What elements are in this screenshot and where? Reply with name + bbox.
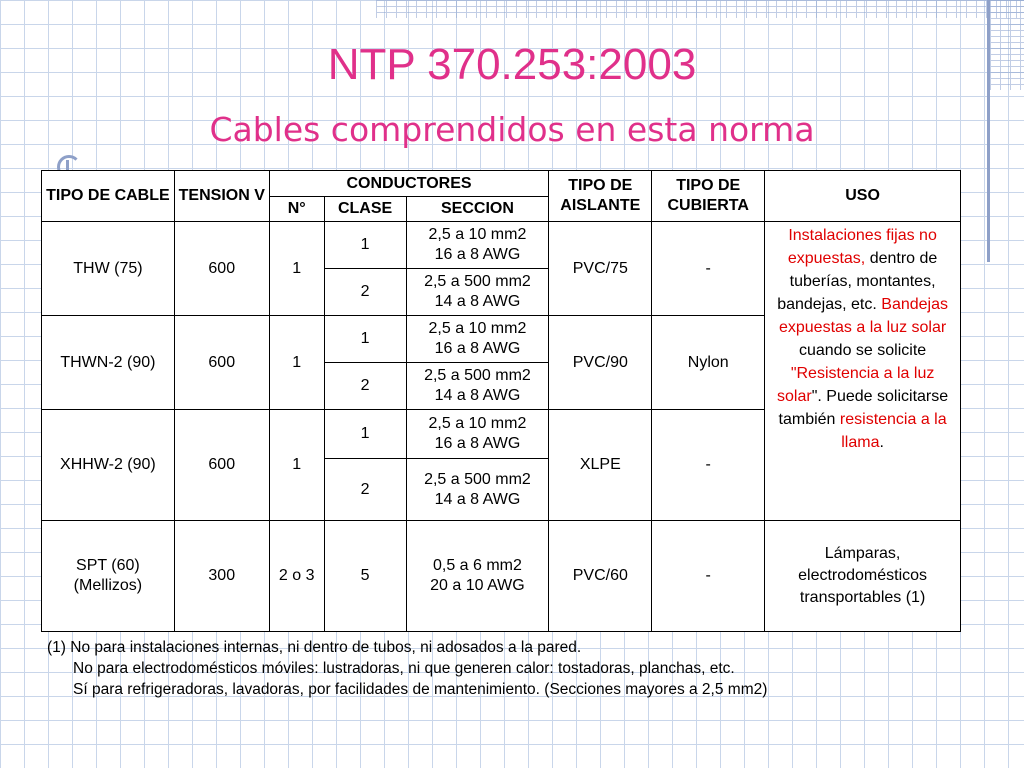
- header-tension: TENSION V: [174, 171, 269, 222]
- cell-cubierta: Nylon: [652, 316, 765, 410]
- footnotes: [47, 637, 767, 700]
- cell-seccion: [406, 459, 549, 521]
- seccion-mm2: 2,5 a 500 mm2: [424, 273, 531, 290]
- table-row: [42, 521, 961, 632]
- seccion-awg: 20 a 10 AWG: [430, 577, 525, 594]
- cell-clase: 1: [324, 410, 406, 459]
- footnote-line-1: (1) No para instalaciones internas, ni dentro de tubos, ni adosados a la pared.: [47, 639, 582, 656]
- cell-tipo: XHHW-2 (90): [42, 410, 175, 521]
- seccion-mm2: 2,5 a 10 mm2: [428, 226, 527, 243]
- cell-numero: 2 o 3: [269, 521, 324, 632]
- header-tipo-cable: TIPO DE CABLE: [42, 171, 175, 222]
- cell-seccion: [406, 363, 549, 410]
- footnote-line-2: No para electrodomésticos móviles: lustradoras, ni que generen calor: tostadoras, planchas, etc.: [73, 660, 735, 677]
- seccion-awg: 14 a 8 AWG: [434, 387, 521, 404]
- cell-clase: 2: [324, 269, 406, 316]
- cell-tension: 300: [174, 521, 269, 632]
- cell-tension: 600: [174, 410, 269, 521]
- tipo-line-1: SPT (60): [76, 557, 140, 574]
- seccion-awg: 14 a 8 AWG: [434, 293, 521, 310]
- cell-clase: 2: [324, 363, 406, 410]
- slide-subtitle: Cables comprendidos en esta norma: [209, 110, 815, 149]
- cell-numero: 1: [269, 222, 324, 316]
- cell-uso: Lámparas, electrodomésticos transportables (1): [765, 521, 961, 632]
- seccion-mm2: 2,5 a 500 mm2: [424, 470, 531, 488]
- header-clase: CLASE: [324, 197, 406, 222]
- corner-grid-decoration: [376, 0, 1024, 18]
- header-uso: USO: [765, 171, 961, 222]
- seccion-mm2: 2,5 a 10 mm2: [428, 320, 527, 337]
- footnote-line-3: Sí para refrigeradoras, lavadoras, por facilidades de mantenimiento. (Secciones mayores a 2,5 mm2): [73, 681, 768, 698]
- cell-aislante: PVC/90: [549, 316, 652, 410]
- cell-aislante: PVC/60: [549, 521, 652, 632]
- header-conductores: CONDUCTORES: [269, 171, 549, 197]
- cell-cubierta: -: [652, 410, 765, 521]
- cell-tipo: THW (75): [42, 222, 175, 316]
- cell-aislante: PVC/75: [549, 222, 652, 316]
- cell-numero: 1: [269, 410, 324, 521]
- seccion-awg: 16 a 8 AWG: [434, 340, 521, 357]
- seccion-awg: 14 a 8 AWG: [434, 490, 521, 508]
- cell-seccion: [406, 521, 549, 632]
- seccion-awg: 16 a 8 AWG: [434, 435, 521, 452]
- uso-text-4: cuando se solicite: [798, 342, 927, 359]
- uso-text-6: ". Puede solicitarse también: [778, 388, 949, 428]
- cell-seccion: [406, 410, 549, 459]
- table-row: [42, 222, 961, 269]
- header-cubierta: TIPO DE CUBIERTA: [652, 171, 765, 222]
- cell-tipo: THWN-2 (90): [42, 316, 175, 410]
- seccion-mm2: 0,5 a 6 mm2: [432, 557, 522, 574]
- cell-tipo: [42, 521, 175, 632]
- cell-cubierta: -: [652, 521, 765, 632]
- uso-text-2: dentro de tuberías, montantes, bandejas, etc.: [777, 250, 938, 313]
- seccion-mm2: 2,5 a 500 mm2: [424, 367, 531, 384]
- cell-seccion: [406, 269, 549, 316]
- tipo-line-2: (Mellizos): [73, 577, 143, 594]
- cell-uso-main: [765, 222, 961, 521]
- cell-aislante: XLPE: [549, 410, 652, 521]
- uso-text-5: "Resistencia a la luz solar: [777, 365, 935, 405]
- cell-cubierta: -: [652, 222, 765, 316]
- header-seccion: SECCION: [406, 197, 549, 222]
- uso-text-7: resistencia a la llama: [839, 411, 947, 451]
- seccion-awg: 16 a 8 AWG: [434, 246, 521, 263]
- header-aislante: TIPO DE AISLANTE: [549, 171, 652, 222]
- cable-table: [41, 170, 961, 632]
- uso-text-1: Instalaciones fijas no expuestas,: [787, 227, 937, 267]
- header-numero: N°: [269, 197, 324, 222]
- seccion-mm2: 2,5 a 10 mm2: [428, 415, 527, 432]
- cell-seccion: [406, 316, 549, 363]
- cell-seccion: [406, 222, 549, 269]
- uso-text-3: Bandejas expuestas a la luz solar: [778, 296, 948, 336]
- cell-clase: 1: [324, 316, 406, 363]
- cell-clase: 1: [324, 222, 406, 269]
- cell-tension: 600: [174, 316, 269, 410]
- cell-numero: 1: [269, 316, 324, 410]
- cell-clase: 2: [324, 459, 406, 521]
- cell-tension: 600: [174, 222, 269, 316]
- uso-text-8: .: [879, 434, 884, 451]
- cell-clase: 5: [324, 521, 406, 632]
- slide-title: NTP 370.253:2003: [327, 40, 697, 89]
